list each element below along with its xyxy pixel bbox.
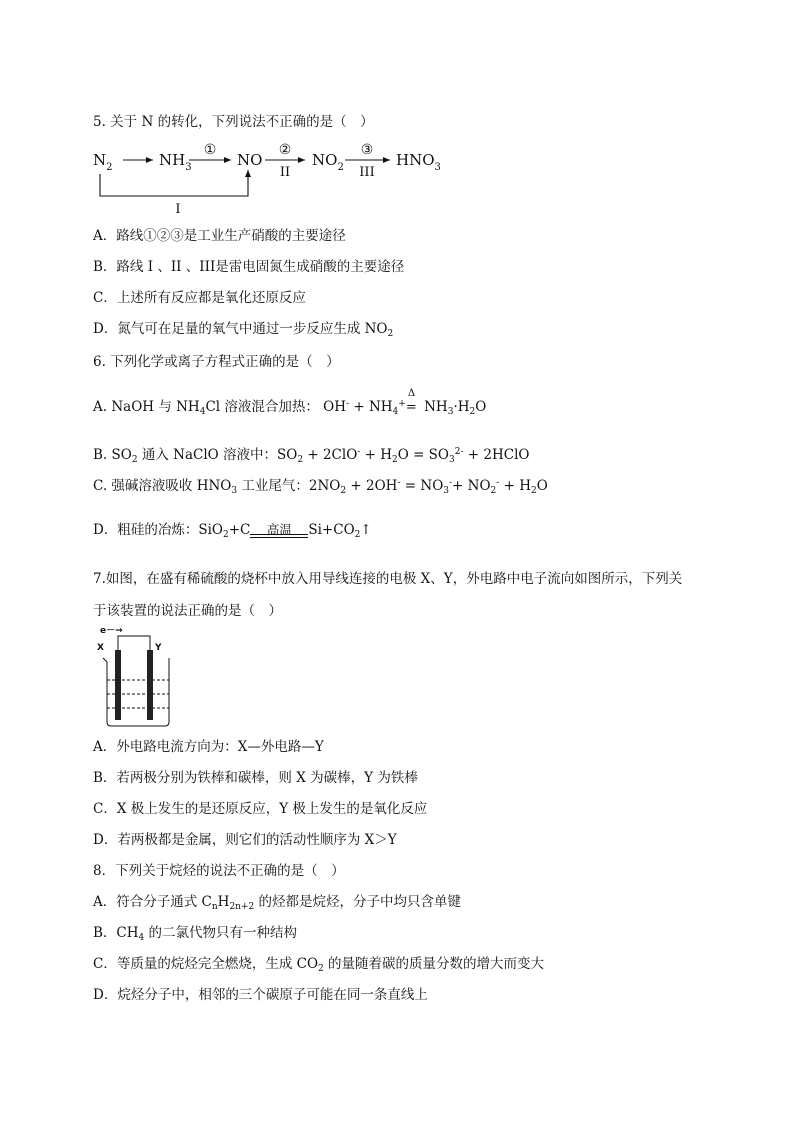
q6-option-c: C. 强碱溶液吸收 $HNO_3$ 工业尾气：$2NO_2 + 2OH^- = NO_3^-+ NO_2^- + H_2O$ xyxy=(93,478,548,496)
external-wire xyxy=(118,636,150,650)
route-i-label: I xyxy=(175,202,181,217)
q6-option-d: D．粗硅的冶炼：SiO$_2$+C 高温 $Si+CO_2↑$ xyxy=(93,522,372,540)
q8-option-b: B．$CH_4$ 的二氯代物只有一种结构 xyxy=(93,925,298,943)
q5-nitrogen-scheme xyxy=(93,140,453,220)
electrode-y xyxy=(147,650,153,720)
q8-stem: 8．下列关于烷烃的说法不正确的是（ ） xyxy=(93,863,345,879)
high-temperature-condition: 高温 xyxy=(250,523,308,538)
no-label: NO xyxy=(237,151,263,169)
no2-label: $NO_2$ xyxy=(312,151,344,173)
nh3-label: $NH_3$ xyxy=(159,151,192,173)
q7-option-d: D．若两极都是金属，则它们的活动性顺序为 X＞Y xyxy=(93,832,397,848)
hno3-label: $HNO_3$ xyxy=(396,151,441,173)
q7-stem-line1: 7.如图，在盛有稀硫酸的烧杯中放入用导线连接的电极 X、Y，外电路中电子流向如图所示，下列关 xyxy=(93,571,683,587)
q5-option-d: D．氮气可在足量的氧气中通过一步反应生成 $NO_2$ xyxy=(93,321,394,339)
electron-flow-label: e－→ xyxy=(100,626,123,636)
route-ii-label: II xyxy=(279,165,291,180)
heat-condition: Δ = xyxy=(405,388,417,415)
q6-stem: 6. 下列化学或离子方程式正确的是（ ） xyxy=(93,354,340,370)
q5-option-b: B．路线 I 、II 、III是雷电固氮生成硝酸的主要途径 xyxy=(93,259,405,275)
q6-option-a: A. NaOH 与 $NH_4Cl$ 溶液混合加热： $OH^- + NH_4^+$ Δ = $NH_3\cdot H_2O$ xyxy=(93,388,487,417)
n2-label: $N_2$ xyxy=(93,151,113,173)
electrode-x-label: X xyxy=(97,643,104,653)
q8-option-a: A．符合分子通式 $C_nH_{2n+2}$ 的烃都是烷烃，分子中均只含单键 xyxy=(93,894,462,912)
electrode-x xyxy=(115,650,121,720)
beaker-outline xyxy=(103,658,169,726)
q8-option-d: D．烷烃分子中，相邻的三个碳原子可能在同一条直线上 xyxy=(93,987,428,1003)
q5-stem: 5. 关于 N 的转化，下列说法不正确的是（ ） xyxy=(93,114,374,130)
q5-option-c: C．上述所有反应都是氧化还原反应 xyxy=(93,290,306,306)
electrode-y-label: Y xyxy=(155,643,162,653)
q7-option-a: A．外电路电流方向为：X—外电路—Y xyxy=(93,739,324,755)
circle-1: ① xyxy=(203,142,217,158)
q7-option-b: B．若两极分别为铁棒和碳棒，则 X 为碳棒，Y 为铁棒 xyxy=(93,770,418,786)
q8-option-c: C．等质量的烷烃完全燃烧，生成 $CO_2$ 的量随着碳的质量分数的增大而变大 xyxy=(93,956,545,974)
q7-electrolysis-beaker-figure xyxy=(93,622,183,730)
circle-3: ③ xyxy=(360,142,374,158)
q7-stem-line2: 于该装置的说法正确的是（ ） xyxy=(93,603,282,619)
q6-option-b: B. $SO_2$ 通入 NaClO 溶液中：$SO_2 + 2ClO^- + H_2O = SO_3^{2-}$ + 2HClO xyxy=(93,447,530,465)
q5-option-a: A．路线①②③是工业生产硝酸的主要途径 xyxy=(93,228,346,244)
route-i-line xyxy=(100,174,248,196)
route-iii-label: III xyxy=(359,165,375,180)
q7-option-c: C．X 极上发生的是还原反应，Y 极上发生的是氧化反应 xyxy=(93,801,428,817)
circle-2: ② xyxy=(278,142,292,158)
